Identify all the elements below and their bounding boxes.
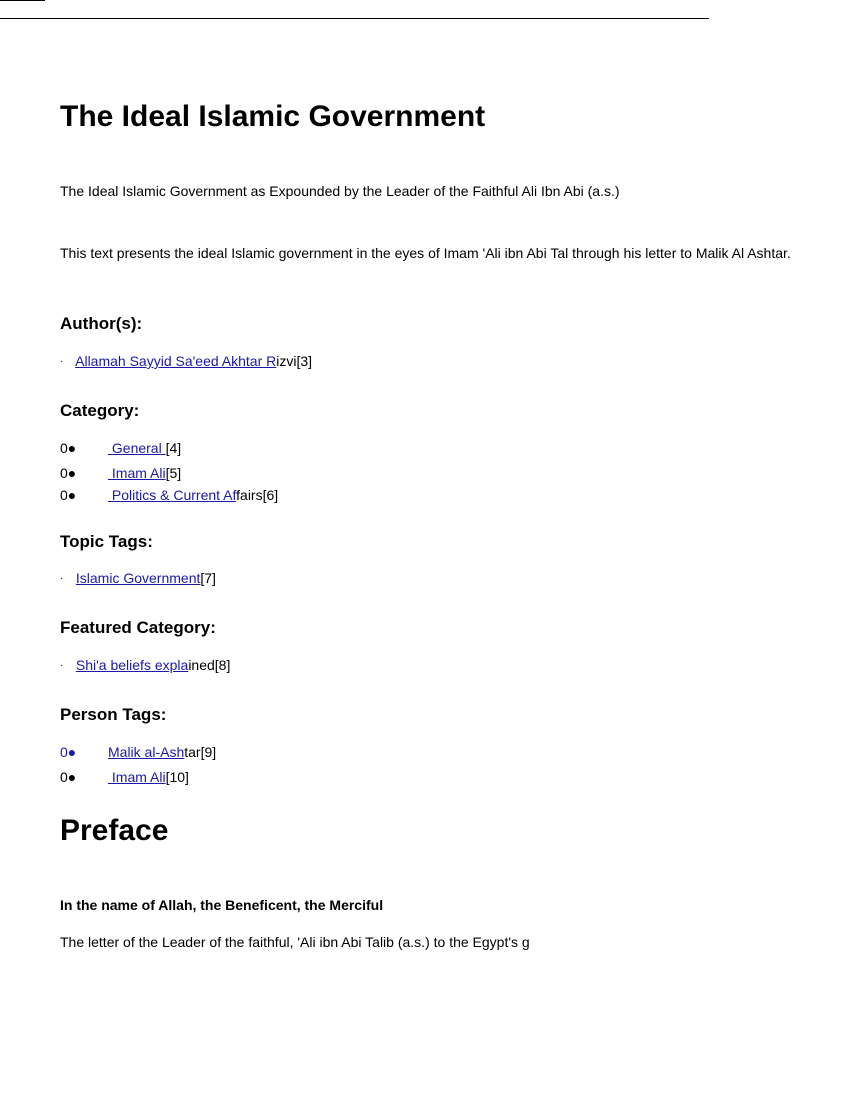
topic-tag-ref: [7] — [200, 570, 216, 586]
category-ref: [5] — [165, 465, 182, 481]
category-link-imam-ali[interactable]: Imam Ali — [108, 465, 166, 481]
list-marker: 0● — [60, 440, 77, 456]
featured-category-item — [60, 657, 230, 673]
bullet-icon: · — [60, 573, 64, 584]
person-tag-ref: [10] — [165, 769, 189, 785]
list-marker: 0● — [60, 744, 77, 760]
featured-category-ref: [8] — [214, 657, 231, 673]
topic-tag-item — [60, 570, 216, 586]
category-ref: [4] — [165, 440, 182, 456]
author-link-tail: izvi — [276, 353, 297, 369]
authors-heading: Author(s): — [60, 314, 143, 333]
featured-category-link[interactable]: Shi'a beliefs expla — [75, 657, 189, 673]
topic-tag-link[interactable]: Islamic Government — [75, 570, 201, 586]
category-heading: Category: — [60, 401, 140, 420]
author-ref: [3] — [296, 353, 313, 369]
category-link-general[interactable]: General — [108, 440, 166, 456]
list-marker: 0● — [60, 465, 77, 481]
featured-category-heading: Featured Category: — [60, 618, 216, 637]
preface-first-line: The letter of the Leader of the faithful, 'Ali ibn Abi Talib (a.s.) to the Egypt's g — [60, 934, 530, 950]
bullet-icon: · — [60, 660, 64, 671]
category-item-politics — [60, 487, 278, 503]
person-tag-link-malik[interactable]: Malik al-Ash — [108, 744, 185, 760]
list-marker: 0● — [60, 769, 77, 785]
featured-category-tail: ined — [188, 657, 215, 673]
preface-heading: Preface — [60, 814, 169, 847]
author-item — [60, 353, 312, 369]
person-tag-link-imam-ali[interactable]: Imam Ali — [108, 769, 166, 785]
category-link-politics[interactable]: Politics & Current Af — [108, 487, 237, 503]
category-link-tail: fairs — [236, 487, 263, 503]
page-title: The Ideal Islamic Government — [60, 100, 486, 133]
bismillah-line: In the name of Allah, the Beneficent, the Merciful — [60, 897, 384, 913]
person-tag-tail: tar — [184, 744, 201, 760]
author-link[interactable]: Allamah Sayyid Sa'eed Akhtar R — [75, 353, 277, 369]
topic-tags-heading: Topic Tags: — [60, 532, 153, 551]
subtitle: The Ideal Islamic Government as Expounded by the Leader of the Faithful Ali Ibn Abi (a.s.) — [60, 183, 620, 199]
top-short-rule — [0, 0, 45, 1]
person-tag-ref: [9] — [200, 744, 217, 760]
category-ref: [6] — [262, 487, 279, 503]
person-tag-item-imam-ali — [60, 769, 189, 785]
bullet-icon: · — [60, 356, 64, 367]
person-tag-item-malik — [60, 744, 216, 760]
list-marker: 0● — [60, 487, 77, 503]
description: This text presents the ideal Islamic government in the eyes of Imam 'Ali ibn Abi Tal through his letter to Malik Al Ashtar. — [60, 245, 791, 261]
category-item-general — [60, 440, 181, 456]
header-rule — [0, 18, 709, 19]
category-item-imam-ali — [60, 465, 181, 481]
person-tags-heading: Person Tags: — [60, 705, 167, 724]
